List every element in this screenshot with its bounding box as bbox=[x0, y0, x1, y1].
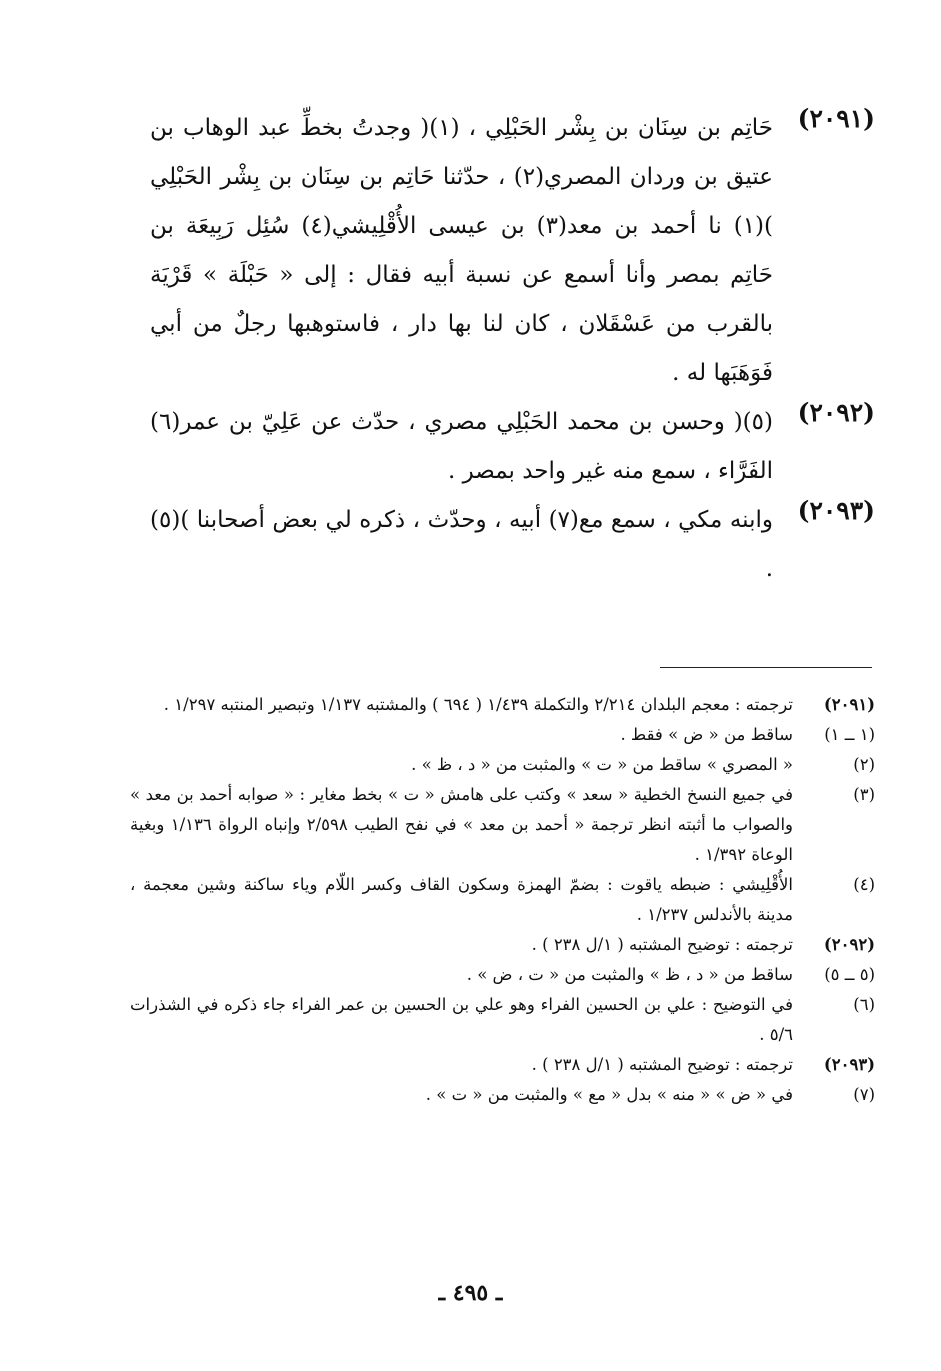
footnote-separator bbox=[660, 667, 872, 668]
footnote-number: (٦) bbox=[853, 995, 875, 1014]
footnote-text: ساقط من « د ، ظ » والمثبت من « ت ، ض » . bbox=[466, 965, 793, 984]
footnote-number: (٥ ــ ٥) bbox=[824, 965, 875, 984]
entry-text: وابنه مكي ، سمع مع(٧) أبيه ، وحدّث ، ذكره لي بعض أصحابنا )(٥) . bbox=[150, 507, 773, 582]
entry-2091 bbox=[150, 104, 875, 398]
footnote-text: ترجمته : توضيح المشتبه ( ١/ل ٢٣٨ ) . bbox=[531, 935, 793, 954]
footnote-number: (٢٠٩٢) bbox=[823, 935, 875, 954]
page-number: ـ ٤٩٥ ـ bbox=[438, 1280, 503, 1306]
footnote-number: (٤) bbox=[853, 875, 875, 894]
footnote-text: ترجمته : معجم البلدان ٢/٢١٤ والتكملة ١/٤٣٩ ( ٦٩٤ ) والمشتبه ١/١٣٧ وتبصير المنتبه ١/٢٩٧ . bbox=[163, 695, 793, 714]
footnote-text: ساقط من « ض » فقط . bbox=[620, 725, 793, 744]
entry-number: (٢٠٩٢) bbox=[797, 398, 875, 427]
footnote-6 bbox=[130, 990, 875, 1050]
main-text bbox=[150, 104, 875, 594]
footnote-text: ترجمته : توضيح المشتبه ( ١/ل ٢٣٨ ) . bbox=[531, 1055, 793, 1074]
entry-2092 bbox=[150, 398, 875, 496]
footnote-text: الأُقْلِيشي : ضبطه ياقوت : بضمّ الهمزة وسكون القاف وكسر اللّام وياء ساكنة وشين معجمة ، مدينة بالأندلس ١/٢٣٧ . bbox=[130, 875, 793, 924]
footnote-number: (٢) bbox=[853, 755, 875, 774]
footnote-2093 bbox=[130, 1050, 875, 1080]
footnote-5-5 bbox=[130, 960, 875, 990]
entry-text: (٥)( وحسن بن محمد الحَبْلِي مصري ، حدّث عن عَلِيّ بن عمر(٦) الفَرَّاء ، سمع منه غير واحد بمصر . bbox=[150, 409, 773, 484]
entry-text: حَاتِم بن سِنَان بن بِشْر الحَبْلِي ، (١)( وجدتُ بخطِّ عبد الوهاب بن عتيق بن وردان المصري(٢) ، حدّثنا حَاتِم بن سِنَان بن بِشْر الحَبْلِي )(١) نا أحمد بن معد(٣) بن عيسى الأُقْلِيشي(٤) سُئِل رَبِيعَة بن حَاتِم بمصر وأنا أسمع عن نسبة أبيه فقال : إلى « حَبْلَة » قَرْيَة بالقرب من عَسْقَلان ، كان لنا بها دار ، فاستوهبها رجلٌ من أبي فَوَهَبَها له . bbox=[150, 115, 774, 386]
footnote-7 bbox=[130, 1080, 875, 1110]
footnote-number: (٣) bbox=[853, 785, 875, 804]
footnote-2091 bbox=[130, 690, 875, 720]
entry-number: (٢٠٩١) bbox=[797, 104, 875, 133]
footnote-text: في « ض » « منه » بدل « مع » والمثبت من « ت » . bbox=[425, 1085, 793, 1104]
footnote-2 bbox=[130, 750, 875, 780]
footnote-text: في التوضيح : علي بن الحسين الفراء وهو علي بن الحسين بن عمر الفراء جاء ذكره في الشذرات ٥/٦ . bbox=[130, 995, 793, 1044]
footnote-1-1 bbox=[130, 720, 875, 750]
footnote-number: (٧) bbox=[853, 1085, 875, 1104]
footnote-2092 bbox=[130, 930, 875, 960]
footnotes bbox=[130, 690, 875, 1110]
footnote-number: (١ ــ ١) bbox=[824, 725, 875, 744]
footnote-4 bbox=[130, 870, 875, 930]
footnote-number: (٢٠٩١) bbox=[823, 695, 875, 714]
footnote-number: (٢٠٩٣) bbox=[823, 1055, 875, 1074]
footnote-text: في جميع النسخ الخطية « سعد » وكتب على هامش « ت » بخط مغاير : « صوابه أحمد بن معد » والصواب ما أثبته انظر ترجمة « أحمد بن معد » في نفح الطيب ٢/٥٩٨ وإنباه الرواة ١/١٣٦ وبغية الوعاة ١/٣٩٢ . bbox=[130, 785, 793, 864]
entry-number: (٢٠٩٣) bbox=[797, 496, 875, 525]
footnote-3 bbox=[130, 780, 875, 870]
footnote-text: « المصري » ساقط من « ت » والمثبت من « د ، ظ » . bbox=[411, 755, 793, 774]
entry-2093 bbox=[150, 496, 875, 594]
